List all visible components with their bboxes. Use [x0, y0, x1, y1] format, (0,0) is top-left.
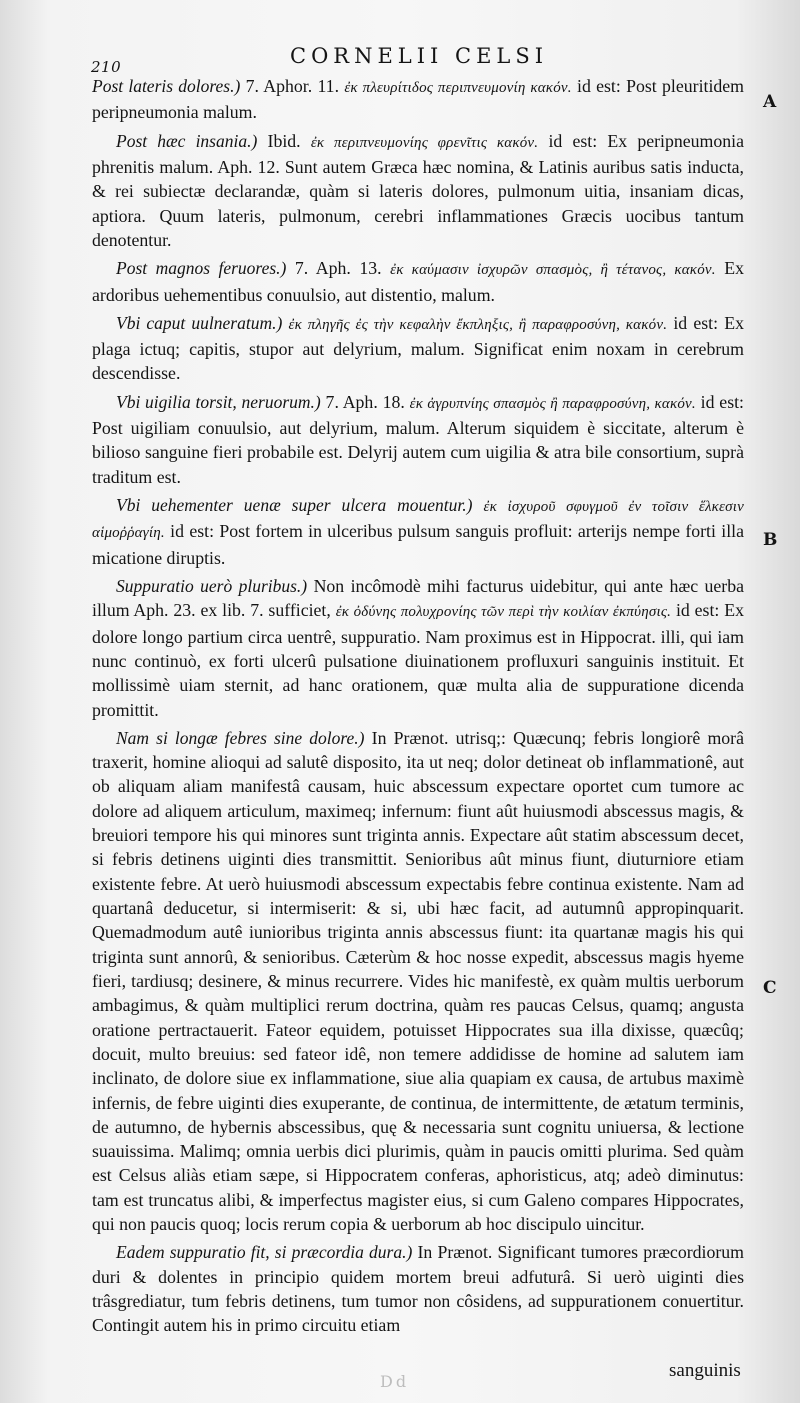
- lemma: Post magnos feruores.): [116, 258, 287, 279]
- greek-quotation: ἐκ ἀγρυπνίης σπασμὸς ἢ παραφροσύνη, κακόν.: [409, 395, 696, 412]
- commentary-text: In Prænot. Significant tumores præcordiorum duri & dolentes in principio quidem mortem breui adfuturâ. Si uerò uiginti dies trâsgrediatur, tum febris detinens, tum tumor non côsidens, ad suppurationem conuertitur. Contingit autem his in primo circuitu etiam: [92, 1242, 744, 1336]
- commentary-paragraph: [92, 311, 744, 386]
- commentary-body: [92, 74, 744, 1342]
- lemma: Vbi caput uulneratum.): [116, 312, 283, 333]
- commentary-text: Ibid.: [257, 130, 311, 151]
- commentary-text: Ex ardoribus uehementibus conuulsio, aut distentio, malum.: [92, 258, 744, 305]
- commentary-text: id est: Ex plaga ictuq; capitis, stupor aut delyrium, malum. Significat enim noxam in cerebrum descendisse.: [92, 312, 744, 384]
- commentary-text: id est: Ex dolore longo partium circa uentrê, suppuratio. Nam proximus est in Hippocrat. illi, qui iam nunc continuò, ex forti ulcerû pulsatione diuinationem profluxuri sanguinis instituit. Et mollissimè uiam sternit, ad hanc orationem, quæ multa alia de suppuratione dicenda promittit.: [92, 600, 744, 720]
- greek-quotation: ἐκ πλευρίτιδος περιπνευμονίη κακόν.: [344, 80, 572, 96]
- commentary-text: Non incômodè mihi facturus uidebitur, qui ante hæc uerba illum Aph. 23. ex lib. 7. sufficiet,: [92, 575, 745, 621]
- commentary-text: id est: Ex peripneumonia phrenitis malum. Aph. 12. Sunt autem Græca hæc nomina, & Latinis auribus satis inducta, & rei subiectæ declarandæ, quàm si lateris dolores, pulmonum uitia, insaniam dicas, aptiora. Quum lateris, pulmonum, cerebri inflammationes Græcis uocibus tantum denotentur.: [92, 130, 744, 250]
- greek-quotation: ἐκ περιπνευμονίης φρενῖτις κακόν.: [310, 134, 539, 151]
- commentary-paragraph: [92, 493, 744, 570]
- greek-quotation: ἐκ ἰσχυροῦ σφυγμοῦ ἐν τοῖσιν ἕλκεσιν αἱμοῤῥαγίη.: [92, 499, 744, 542]
- greek-quotation: ἐκ πληγῆς ἐς τὴν κεφαλὴν ἔκπληξις, ἢ παραφροσύνη, κακόν.: [288, 316, 668, 333]
- commentary-text: 7. Aph. 13.: [286, 258, 391, 279]
- commentary-text: id est: Post fortem in ulceribus pulsum sanguis profluit: arterijs nempe forti illa micatione diruptis.: [92, 521, 744, 568]
- margin-letter-a: A: [763, 92, 777, 112]
- commentary-text: 7. Aphor. 11.: [240, 76, 345, 96]
- commentary-paragraph: [92, 74, 744, 125]
- lemma: Nam si longæ febres sine dolore.): [116, 727, 365, 748]
- commentary-paragraph: [92, 129, 744, 253]
- commentary-text: [473, 495, 484, 515]
- margin-letter-c: C: [763, 978, 777, 998]
- commentary-text: In Prænot. utrisq;: Quæcunq; febris longiorê morâ traxerit, homine alioqui ad salutê disposito, ita ut neq; dolor detineat ob inflammationê, aut ob aliquam aliam manifestâ causam, huic abscessum expectare oportet cum tumore ac dolore ad aliquem articulum, maximeq; infernum: fiunt aût huiusmodi abscessus magis, & breuiori tempore his qui minores sunt triginta annis. Expectare aût statim abscessum decet, si febris detinens uiginti dies transmittit. Senioribus aût minus fiunt, diuturniore etiam existente febre. At uerò huiusmodi abscessum expectabis febre continua existente. Nam ad quartanâ deducetur, si intermiserit: & si, ubi hæc facit, ad autumnû appropinquarit. Quemadmodum autê iunioribus triginta annis abscessus fiunt: ita quartanæ magis his qui triginta sunt annorû, & senioribus. Cæterùm & hoc nosse expedit, abscessus magis hyeme fieri, tardiusq; desinere, & minus recurrere. Vides hic manifestè, ex quàm multis uerborum ambagimus, & quàm multiplici rerum doctrina, quàm res paucas Celsus, quamq; angusta oratione pertractauerit. Fateor equidem, potuisset Hippocrates sua illa dixisse, quæcûq; docuit, multo breuius: sed fateor idê, non temere addidisse de homine ad salutem iam inclinato, de dolore siue ex inflammatione, siue alia quapiam ex causa, de artubus maximè infernis, de febre uiginti dies exuperante, de continua, de intermittente, de ætatum terminis, de autumno, de hybernis abscessibus, quę & necessaria sunt cognitu uniuersa, & lectione suauissima. Malimq; omnia uerbis dici plurimis, quàm in paucis omitti plurima. Sed quàm est Celsus aliàs etiam sæpe, si Hippocratem conferas, aphoristicus, atq; adeò diminutus: tam est truncatus alibi, & imperfectus magister eius, si cum Galeno compares Hippocrates, qui non paucis quoq; locis rerum copia & uerborum ab hoc discipulo uincitur.: [92, 727, 744, 1235]
- commentary-paragraph: [92, 574, 744, 722]
- lemma: Post lateris dolores.): [92, 76, 241, 96]
- signature-mark: Dd: [380, 1372, 410, 1391]
- page-number: 210: [91, 58, 122, 76]
- commentary-text: 7. Aph. 18.: [320, 391, 410, 412]
- lemma: Vbi uigilia torsit, neruorum.): [116, 391, 321, 412]
- commentary-paragraph: [92, 256, 744, 307]
- commentary-text: id est: Post pleuritidem peripneumonia malum.: [92, 76, 745, 123]
- greek-quotation: ἐκ καύμασιν ἰσχυρῶν σπασμὸς, ἢ τέτανος, κακόν.: [390, 262, 716, 279]
- greek-quotation: ἐκ ὀδύνης πολυχρονίης τῶν περὶ τὴν κοιλίαν ἐκπύησις.: [335, 604, 672, 621]
- commentary-paragraph: [92, 726, 744, 1237]
- lemma: Suppuratio uerò pluribus.): [116, 575, 308, 596]
- margin-letter-b: B: [763, 530, 778, 550]
- catchword: sanguinis: [669, 1360, 741, 1381]
- lemma: Vbi uehementer uenæ super ulcera mouentur.): [116, 495, 473, 515]
- commentary-text: id est: Post uigiliam conuulsio, aut delyrium, malum. Alterum siquidem è siccitate, alterum è bilioso sanguine fieri probabile est. Delyrij autem cum uigilia & atra bile consortium, suprà traditum est.: [92, 391, 744, 487]
- lemma: Eadem suppuratio fit, si præcordia dura.): [116, 1242, 413, 1263]
- running-head: CORNELII CELSI: [290, 44, 549, 68]
- commentary-paragraph: [92, 390, 744, 489]
- commentary-paragraph: [92, 1240, 744, 1337]
- lemma: Post hæc insania.): [116, 130, 258, 151]
